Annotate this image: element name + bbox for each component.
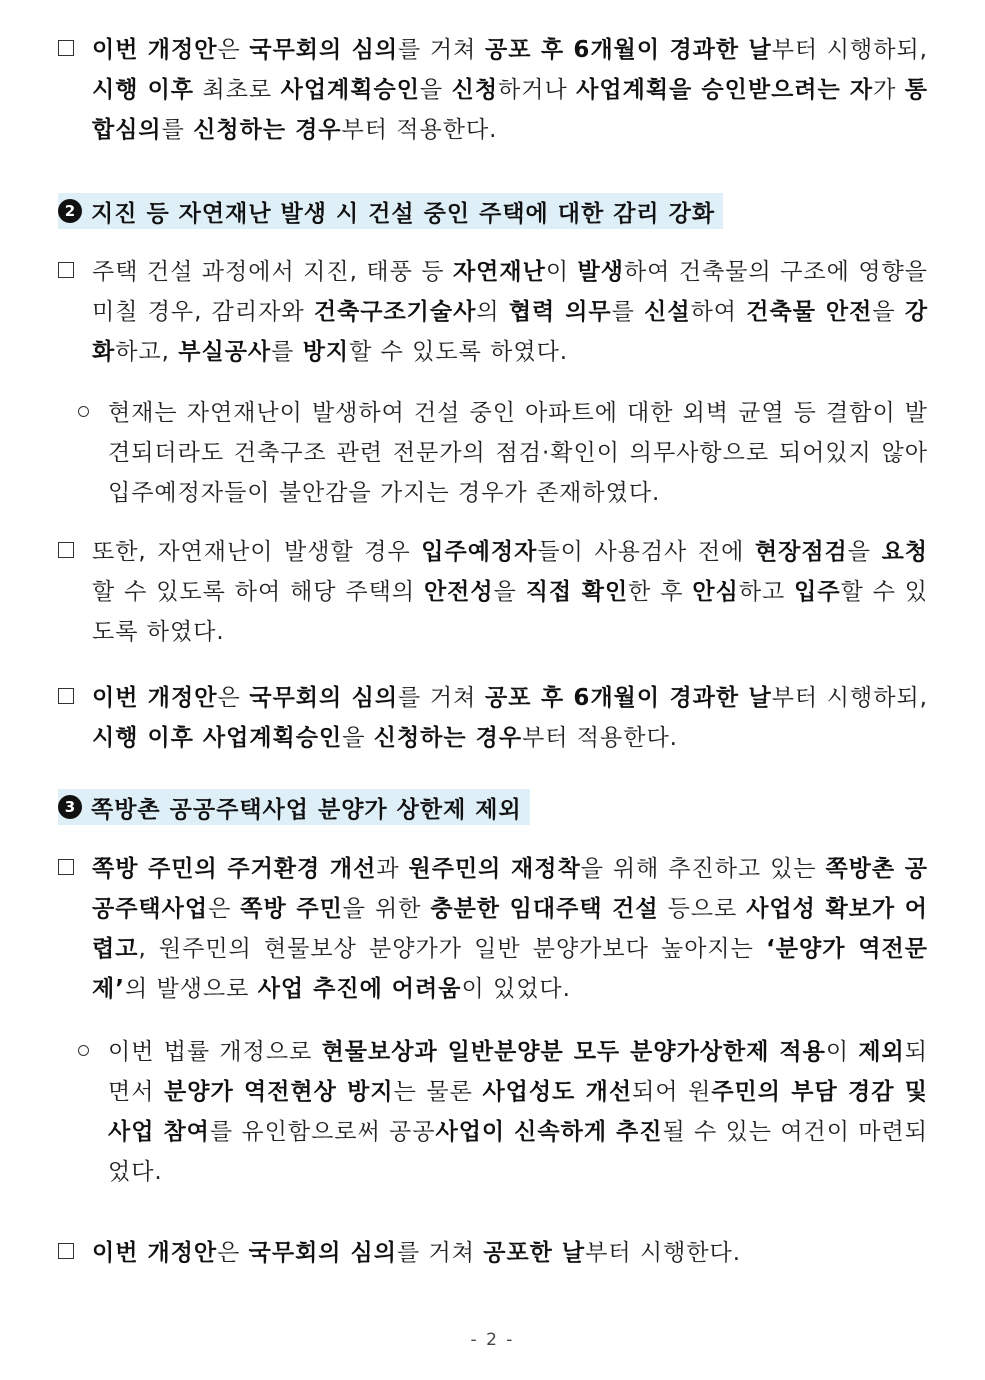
text-span: 이 있었다. xyxy=(461,976,571,1002)
bold-span: 시행 이후 사업계획승인 xyxy=(92,725,343,751)
bold-span: 통합심의 xyxy=(92,77,929,143)
text-span: 은 xyxy=(217,685,250,711)
bold-span: 발생 xyxy=(577,259,624,285)
text-span: 를 거쳐 xyxy=(396,1240,484,1266)
text-span: 부터 시행하되, xyxy=(771,685,928,711)
paragraph-text xyxy=(92,252,928,372)
bold-span: 국무회의 심의 xyxy=(249,37,399,63)
text-span: 할 수 있도록 하였다. xyxy=(349,339,569,365)
checkbox-bullet-icon xyxy=(58,678,92,718)
text-span: 의 발생으로 xyxy=(124,976,258,1002)
paragraph-text xyxy=(92,532,928,652)
bold-span: 사업성 확보가 어렵고 xyxy=(92,896,929,962)
bold-span: 이번 개정안 xyxy=(92,685,218,711)
section-heading-3 xyxy=(58,789,530,825)
bold-span: 안심 xyxy=(692,579,739,605)
text-span: 최초로 xyxy=(194,77,281,103)
checkbox-bullet-icon xyxy=(58,30,92,70)
bold-span: 신청하는 경우 xyxy=(193,117,342,143)
text-span: 되어 원 xyxy=(632,1079,712,1105)
paragraph-disaster-supervision xyxy=(58,252,928,372)
text-span: 되면서 xyxy=(108,1039,928,1105)
text-span: 할 수 있도록 하여 해당 주택의 xyxy=(92,579,424,605)
text-span: 는 물론 xyxy=(393,1079,483,1105)
bold-span: 협력 의무 xyxy=(508,299,612,325)
text-span: 과 xyxy=(376,856,409,882)
text-span: 하여 xyxy=(690,299,747,325)
section-title: 쪽방촌 공공주택사업 분양가 상한제 제외 xyxy=(91,796,522,823)
paragraph-current-situation xyxy=(74,393,928,513)
text-span: 을 xyxy=(493,579,526,605)
paragraph-effective-date-3 xyxy=(58,1233,928,1273)
bold-span: 분양가 역전현상 방지 xyxy=(164,1079,394,1105)
text-span: 를 xyxy=(271,339,303,365)
text-span: 등으로 xyxy=(658,896,747,922)
circle-bullet-icon xyxy=(74,1032,108,1072)
checkbox-bullet-icon xyxy=(58,532,92,572)
paragraph-amendment-effect xyxy=(74,1032,928,1192)
bold-span: 방지 xyxy=(302,339,350,365)
checkbox-bullet-icon xyxy=(58,849,92,889)
text-span: 를 거쳐 xyxy=(398,37,486,63)
bold-span: 국무회의 심의 xyxy=(249,685,399,711)
checkbox-bullet-icon xyxy=(58,252,92,292)
bold-span: 입주 xyxy=(794,579,841,605)
text-span: 부터 시행한다. xyxy=(585,1240,742,1266)
text-span: 들이 사용검사 전에 xyxy=(537,539,755,565)
bold-span: 쪽방 주민의 주거환경 개선 xyxy=(92,856,377,882)
bold-span: 신청 xyxy=(451,77,499,103)
text-span: 하거나 xyxy=(498,77,577,103)
bold-span: 사업 추진에 어려움 xyxy=(257,976,462,1002)
paragraph-text xyxy=(92,678,928,758)
bold-span: 쪽방 주민 xyxy=(240,896,343,922)
text-span: 부터 적용한다. xyxy=(522,725,678,751)
bold-span: 요청 xyxy=(881,539,929,565)
text-span: 또한, 자연재난이 발생할 경우 xyxy=(92,539,422,565)
bold-span: 이번 개정안 xyxy=(92,1240,218,1266)
bold-span: 신설 xyxy=(644,299,691,325)
text-span: 을 xyxy=(872,299,905,325)
bold-span: 이번 개정안 xyxy=(92,37,218,63)
section-title: 지진 등 자연재난 발생 시 건설 중인 주택에 대한 감리 강화 xyxy=(91,200,716,227)
text-span: 이 xyxy=(545,259,578,285)
text-span: 를 xyxy=(161,117,194,143)
bold-span: 자연재난 xyxy=(452,259,546,285)
text-span: 한 후 xyxy=(628,579,693,605)
bold-span: ‘분양가 역전문제’ xyxy=(92,936,928,1002)
bold-span: 공포한 날 xyxy=(483,1240,586,1266)
text-span: 을 xyxy=(342,725,374,751)
text-span: 부터 적용한다. xyxy=(341,117,498,143)
text-span: 될 수 있는 여건이 마련되었다. xyxy=(108,1119,928,1185)
paragraph-effective-date-2 xyxy=(58,678,928,758)
bold-span: 원주민의 재정착 xyxy=(408,856,581,882)
bold-span: 국무회의 심의 xyxy=(248,1240,397,1266)
text-span: 은 xyxy=(208,896,241,922)
paragraph-text xyxy=(108,1032,928,1192)
bold-span: 시행 이후 xyxy=(92,77,195,103)
paragraph-text xyxy=(92,1233,928,1273)
bold-span: 공포 후 6개월이 경과한 날 xyxy=(485,685,772,711)
bold-span: 사업계획을 승인받으려는 자 xyxy=(576,77,874,103)
paragraph-text xyxy=(92,849,928,1009)
paragraph-site-inspection xyxy=(58,532,928,652)
paragraph-effective-date-1 xyxy=(58,30,928,150)
bold-span: 공포 후 6개월이 경과한 날 xyxy=(485,37,772,63)
bold-span: 건축물 안전 xyxy=(746,299,873,325)
text-span: 하고 xyxy=(738,579,795,605)
text-span: 하고, xyxy=(115,339,179,365)
bold-span: 사업이 신속하게 추진 xyxy=(435,1119,663,1145)
text-span: 의 xyxy=(476,299,509,325)
bold-span: 쪽방촌 공공주택사업 xyxy=(92,856,928,922)
bold-span: 입주예정자 xyxy=(421,539,538,565)
bold-span: 안전성 xyxy=(423,579,494,605)
paragraph-text: 현재는 자연재난이 발생하여 건설 중인 아파트에 대한 외벽 균열 등 결함이 발견되더라도 건축구조 관련 전문가의 점검·확인이 의무사항으로 되어있지 않아 입주예정자들이 불안감을 가지는 경우가 존재하였다. xyxy=(108,400,928,506)
text-span: 이 xyxy=(825,1039,859,1065)
checkbox-bullet-icon xyxy=(58,1233,92,1273)
bold-span: 사업성도 개선 xyxy=(482,1079,633,1105)
text-span: 할 수 있도록 하였다. xyxy=(92,579,929,645)
text-span: 을 xyxy=(847,539,882,565)
bold-span: 현물보상과 일반분양분 모두 분양가상한제 적용 xyxy=(321,1039,826,1065)
text-span: 은 xyxy=(217,37,250,63)
bold-span: 사업계획승인 xyxy=(280,77,420,103)
text-span: 부터 시행하되, xyxy=(771,37,928,63)
bold-span: 제외 xyxy=(858,1039,905,1065)
text-span: 를 유인함으로써 공공 xyxy=(209,1119,436,1145)
bold-span: 충분한 임대주택 건설 xyxy=(430,896,659,922)
text-span: 하여 건축물의 구조에 영향을 미칠 경우, 감리자와 xyxy=(92,259,928,325)
text-span: 이번 법률 개정으로 xyxy=(108,1039,322,1065)
text-span: 를 거쳐 xyxy=(398,685,486,711)
section-number-badge: 3 xyxy=(58,795,82,819)
page-number: - 2 - xyxy=(470,1330,515,1350)
bold-span: 현장점검 xyxy=(754,539,848,565)
paragraph-jjokbang-background xyxy=(58,849,928,1009)
bold-span: 신청하는 경우 xyxy=(373,725,523,751)
section-heading-2 xyxy=(58,193,723,229)
circle-bullet-icon xyxy=(74,393,108,433)
paragraph-text xyxy=(92,30,928,150)
bold-span: 직접 확인 xyxy=(525,579,629,605)
text-span: 을 위한 xyxy=(342,896,431,922)
text-span: , 원주민의 현물보상 분양가가 일반 분양가보다 높아지는 xyxy=(138,936,767,962)
text-span: 을 위해 추진하고 있는 xyxy=(580,856,826,882)
text-span: 를 xyxy=(611,299,645,325)
bold-span: 부실공사 xyxy=(178,339,272,365)
text-span: 주택 건설 과정에서 지진, 태풍 등 xyxy=(92,259,453,285)
bold-span: 주민의 부담 경감 및 사업 참여 xyxy=(108,1079,928,1145)
text-span: 을 xyxy=(419,77,452,103)
text-span: 가 xyxy=(873,77,905,103)
bold-span: 강화 xyxy=(92,299,929,365)
text-span: 은 xyxy=(217,1240,249,1266)
section-number-badge: 2 xyxy=(58,199,82,223)
bold-span: 건축구조기술사 xyxy=(313,299,477,325)
